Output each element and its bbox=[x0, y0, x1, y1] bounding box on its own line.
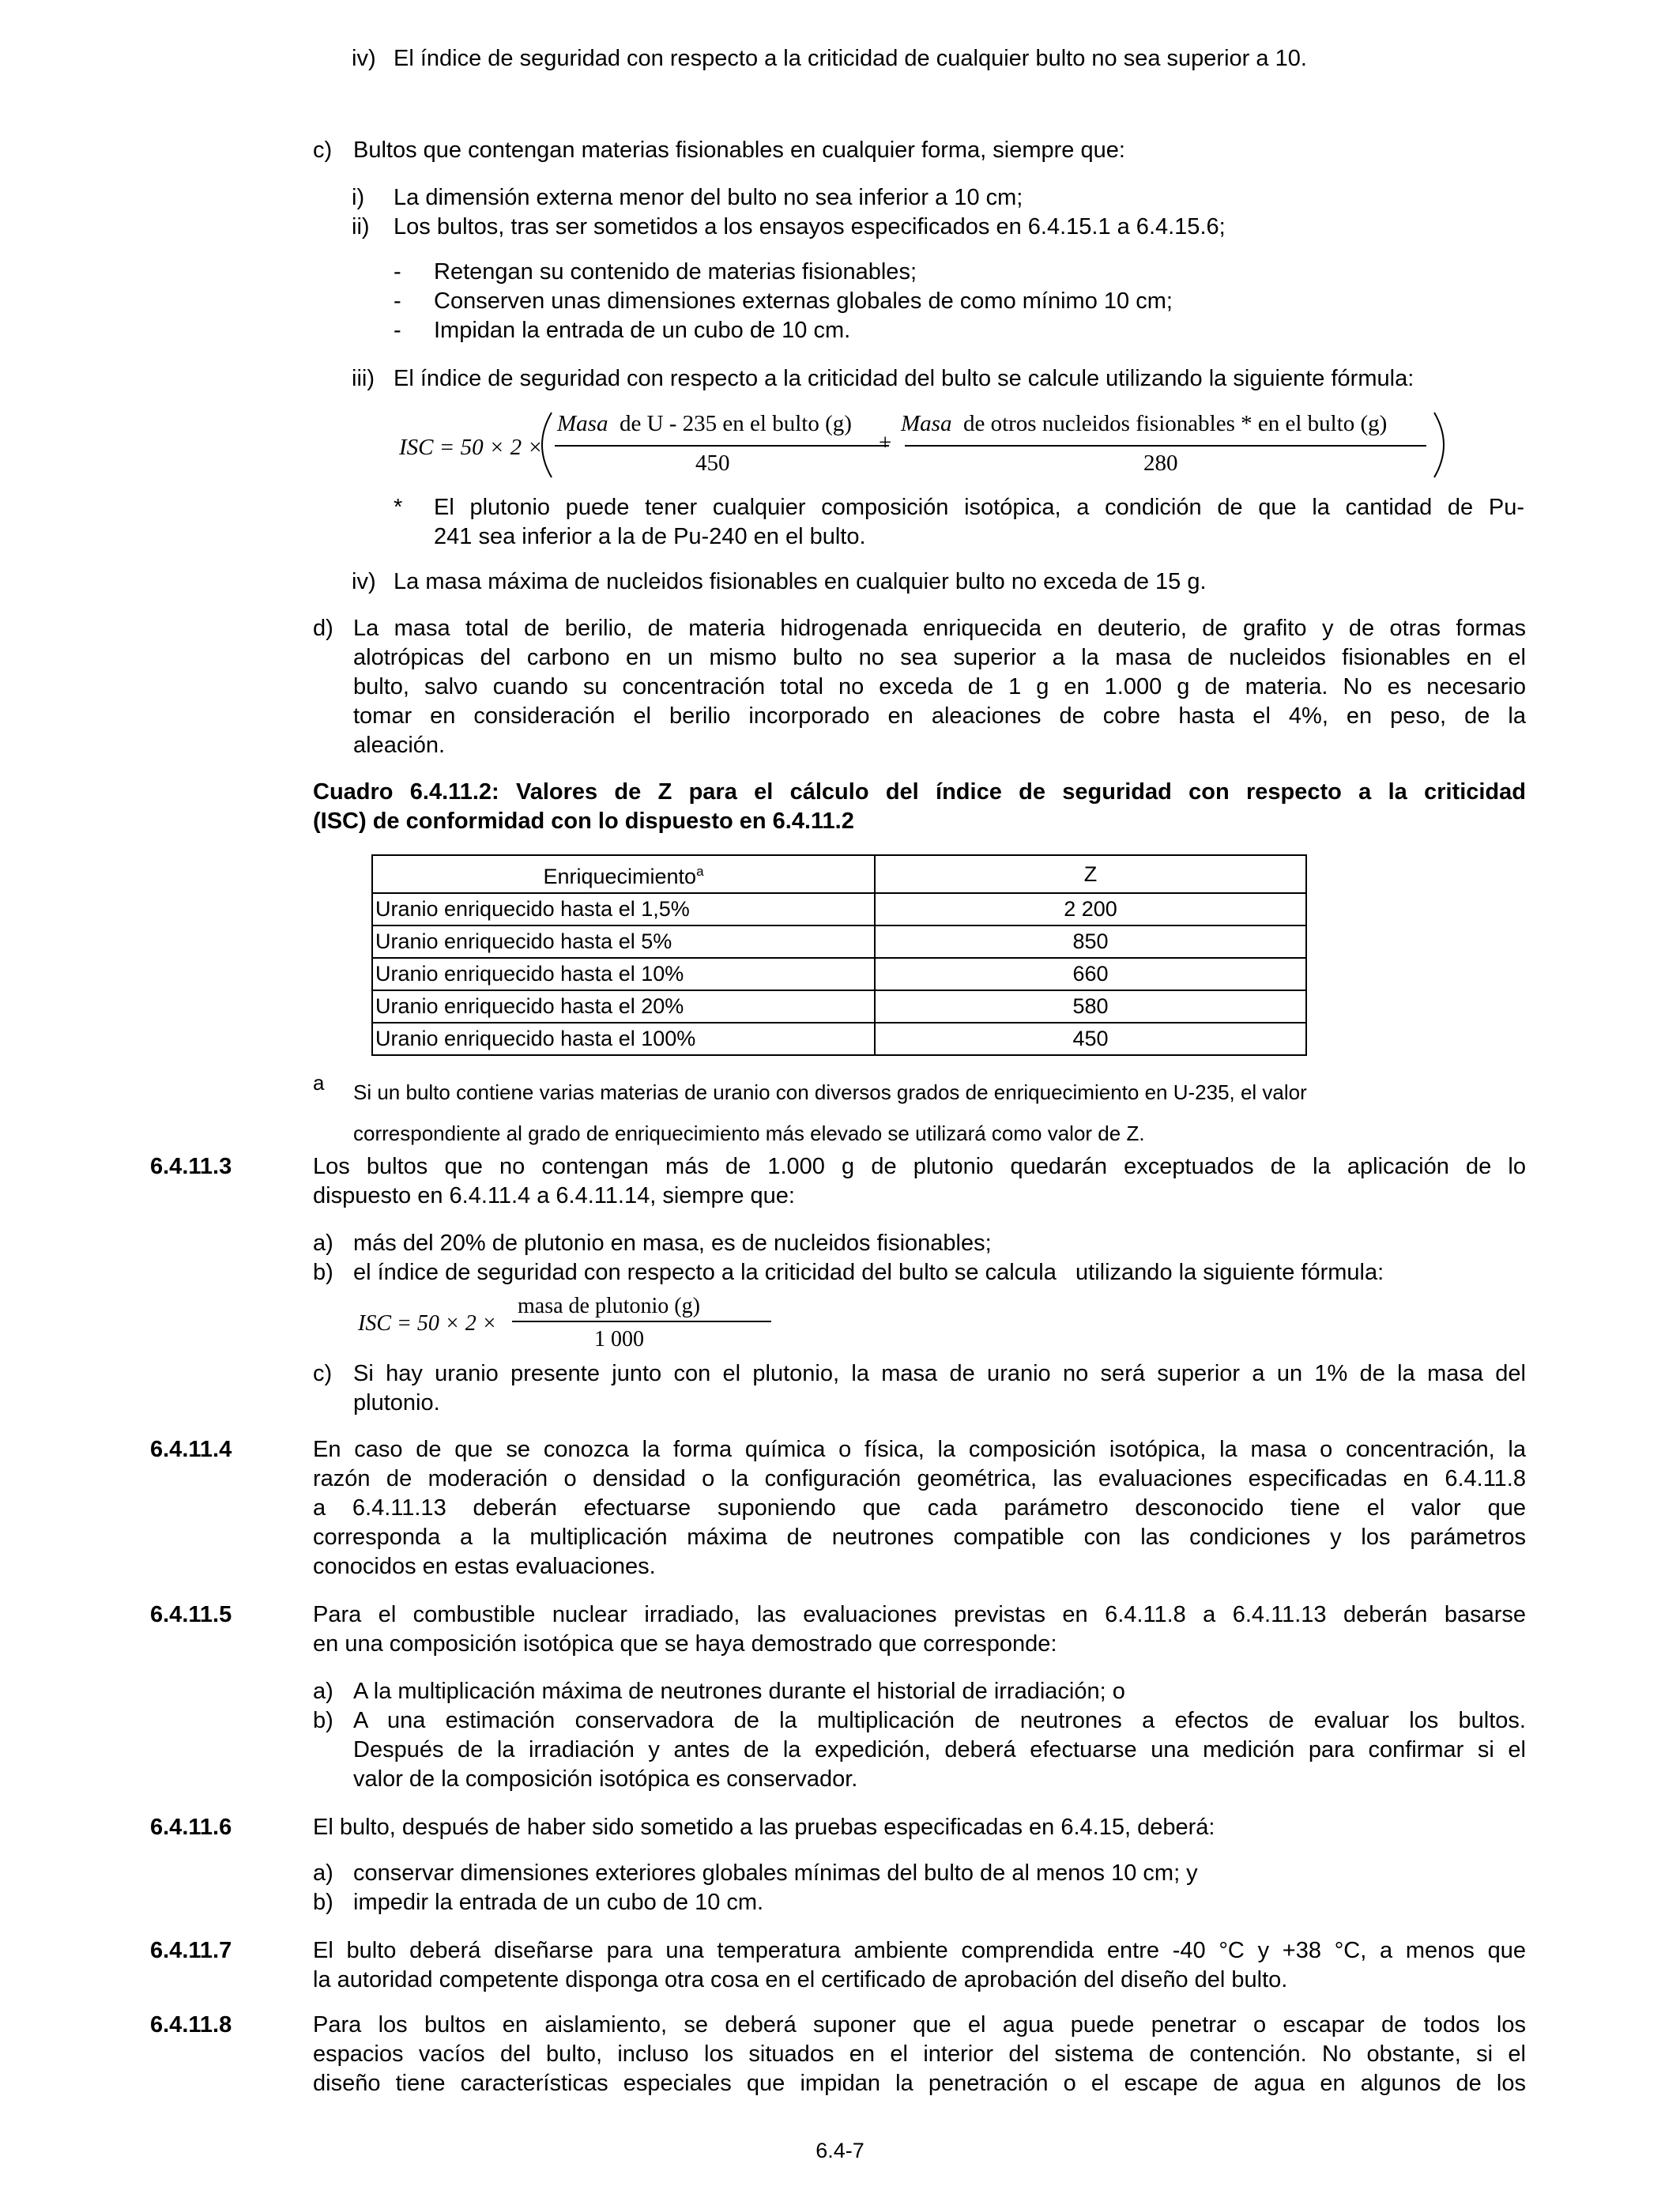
page-number: 6.4-7 bbox=[816, 2139, 864, 2162]
item-text: Si hay uranio presente junto con el plutonio, la masa de uranio no será superior a un 1% de la masa del plutonio. bbox=[353, 1361, 1526, 1416]
cell-z: 850 bbox=[875, 925, 1306, 958]
section-number: 6.4.11.4 bbox=[150, 1437, 232, 1462]
table-footnote-marker: a bbox=[313, 1071, 325, 1095]
table-row bbox=[372, 958, 1306, 990]
section-number: 6.4.11.5 bbox=[150, 1602, 232, 1627]
section-text: Para el combustible nuclear irradiado, las evaluaciones previstas en 6.4.11.8 a 6.4.11.13 deberán basarse en una composición isotópica que se haya demostrado que corresponde: bbox=[313, 1602, 1526, 1657]
table-header-row bbox=[372, 855, 1306, 893]
subitem-label: iv) bbox=[352, 569, 376, 594]
section-number: 6.4.11.7 bbox=[150, 1938, 232, 1963]
table-caption: Cuadro 6.4.11.2: Valores de Z para el cálculo del índice de seguridad con respecto a la criticidad (ISC) de conformidad con lo dispuesto en 6.4.11.2 bbox=[313, 779, 1526, 834]
formula-lhs: ISC = 50 × 2 × bbox=[399, 435, 543, 460]
cell-enrichment: Uranio enriquecido hasta el 10% bbox=[372, 958, 875, 990]
subitem-label: i) bbox=[352, 185, 365, 210]
formula-numerator-1: Masa de U - 235 en el bulto (g) bbox=[557, 411, 852, 436]
table-row bbox=[372, 893, 1306, 925]
cell-z: 660 bbox=[875, 958, 1306, 990]
plutonium-note: El plutonio puede tener cualquier composición isotópica, a condición de que la cantidad de Pu- 241 sea inferior a la de Pu-240 en el bulto. bbox=[434, 495, 1524, 549]
table-row bbox=[372, 925, 1306, 958]
item-label: a) bbox=[313, 1860, 333, 1886]
item-d-paragraph: La masa total de berilio, de materia hidrogenada enriquecida en deuterio, de grafito y de otras formas alotrópicas del carbono en un mismo bulto no sea superior a la masa de nucleidos fisionables en el bulto, salvo cuando su concentración total no exceda de 1 g en 1.000 g de materia. No es necesario tomar en consideración el berilio incorporado en aleaciones de cobre hasta el 4%, en peso, de la aleación. bbox=[353, 616, 1526, 758]
section-number: 6.4.11.8 bbox=[150, 2012, 232, 2038]
subitem-text: La dimensión externa menor del bulto no sea inferior a 10 cm; bbox=[394, 185, 1023, 210]
cell-enrichment: Uranio enriquecido hasta el 5% bbox=[372, 925, 875, 958]
z-values-table bbox=[371, 854, 1307, 1056]
dash-bullet: - bbox=[394, 318, 401, 343]
isc-formula-1 bbox=[395, 409, 1454, 481]
formula-plus: + bbox=[879, 430, 892, 455]
section-number: 6.4.11.3 bbox=[150, 1154, 232, 1179]
item-label: c) bbox=[313, 138, 333, 163]
section-text: El bulto deberá diseñarse para una temperatura ambiente comprendida entre -40 °C y +38 °C, a menos que la autoridad competente disponga otra cosa en el certificado de aprobación del diseño del bulto. bbox=[313, 1938, 1526, 1992]
formula-numerator: masa de plutonio (g) bbox=[518, 1294, 700, 1318]
item-text: El índice de seguridad con respecto a la criticidad de cualquier bulto no sea superior a 10. bbox=[394, 46, 1307, 71]
item-text: A la multiplicación máxima de neutrones durante el historial de irradiación; o bbox=[353, 1679, 1125, 1704]
item-text: más del 20% de plutonio en masa, es de nucleidos fisionables; bbox=[353, 1231, 992, 1256]
subitem-label: ii) bbox=[352, 214, 370, 239]
item-label: c) bbox=[313, 1361, 333, 1386]
item-text: impedir la entrada de un cubo de 10 cm. bbox=[353, 1890, 764, 1915]
item-label: iv) bbox=[352, 46, 376, 71]
footnote-star: * bbox=[394, 495, 403, 520]
column-header-z: Z bbox=[875, 855, 1306, 893]
item-label: b) bbox=[313, 1260, 333, 1285]
item-text: Bultos que contengan materias fisionables en cualquier forma, siempre que: bbox=[353, 138, 1125, 163]
column-header-enrichment: Enriquecimiento$^a$ bbox=[372, 855, 875, 893]
formula-denominator: 1 000 bbox=[594, 1327, 644, 1351]
subitem-text: El índice de seguridad con respecto a la criticidad del bulto se calcule utilizando la siguiente fórmula: bbox=[394, 366, 1414, 391]
cell-z: 450 bbox=[875, 1023, 1306, 1055]
subitem-text: Los bultos, tras ser sometidos a los ensayos especificados en 6.4.15.1 a 6.4.15.6; bbox=[394, 214, 1226, 239]
item-text: A una estimación conservadora de la multiplicación de neutrones a efectos de evaluar los bultos. Después de la irradiación y antes de la expedición, deberá efectuarse una medición para confirmar si el valor de la composición isotópica es conservador. bbox=[353, 1708, 1526, 1792]
formula-denominator-1: 450 bbox=[695, 450, 730, 476]
item-text: el índice de seguridad con respecto a la criticidad del bulto se calcula utilizando la siguiente fórmula: bbox=[353, 1260, 1384, 1285]
dash-text: Conserven unas dimensiones externas globales de como mínimo 10 cm; bbox=[434, 288, 1173, 314]
item-text: conservar dimensiones exteriores globales mínimas del bulto de al menos 10 cm; y bbox=[353, 1860, 1198, 1886]
section-text: Los bultos que no contengan más de 1.000 g de plutonio quedarán exceptuados de la aplicación de lo dispuesto en 6.4.11.4 a 6.4.11.14, siempre que: bbox=[313, 1154, 1526, 1208]
cell-z: 2 200 bbox=[875, 893, 1306, 925]
cell-z: 580 bbox=[875, 990, 1306, 1023]
section-text: Para los bultos en aislamiento, se deberá suponer que el agua puede penetrar o escapar de todos los espacios vacíos del bulto, incluso los situados en el interior del sistema de contención. No obstante, si el diseño tiene características especiales que impidan la penetración o el escape de agua en algunos de los bbox=[313, 2012, 1526, 2096]
item-label: d) bbox=[313, 616, 333, 641]
cell-enrichment: Uranio enriquecido hasta el 100% bbox=[372, 1023, 875, 1055]
formula-lhs: ISC = 50 × 2 × bbox=[358, 1311, 497, 1336]
subitem-text: La masa máxima de nucleidos fisionables en cualquier bulto no exceda de 15 g. bbox=[394, 569, 1207, 594]
isc-formula-2 bbox=[356, 1290, 767, 1353]
subitem-label: iii) bbox=[352, 366, 375, 391]
dash-bullet: - bbox=[394, 259, 401, 285]
item-label: b) bbox=[313, 1890, 333, 1915]
section-text: En caso de que se conozca la forma química o física, la composición isotópica, la masa o concentración, la razón de moderación o densidad o la configuración geométrica, las evaluaciones especificadas en 6.4.11.8 a 6.4.11.13 deberán efectuarse suponiendo que cada parámetro desconocido tiene el valor que corresponda a la multiplicación máxima de neutrones compatible con las condiciones y los parámetros conocidos en estas evaluaciones. bbox=[313, 1437, 1526, 1579]
item-label: b) bbox=[313, 1708, 333, 1733]
dash-bullet: - bbox=[394, 288, 401, 314]
formula-denominator-2: 280 bbox=[1143, 450, 1178, 476]
table-row bbox=[372, 1023, 1306, 1055]
cell-enrichment: Uranio enriquecido hasta el 20% bbox=[372, 990, 875, 1023]
item-label: a) bbox=[313, 1231, 333, 1256]
cell-enrichment: Uranio enriquecido hasta el 1,5% bbox=[372, 893, 875, 925]
table-row bbox=[372, 990, 1306, 1023]
section-text: El bulto, después de haber sido sometido a las pruebas especificadas en 6.4.15, deberá: bbox=[313, 1815, 1215, 1840]
dash-text: Retengan su contenido de materias fisionables; bbox=[434, 259, 917, 285]
item-label: a) bbox=[313, 1679, 333, 1704]
table-footnote: Si un bulto contiene varias materias de uranio con diversos grados de enriquecimiento en U-235, el valor correspondiente al grado de enriquecimiento más elevado se utilizará como valor de Z. bbox=[353, 1080, 1307, 1145]
section-number: 6.4.11.6 bbox=[150, 1815, 232, 1840]
formula-numerator-2: Masa de otros nucleidos fisionables * en el bulto (g) bbox=[901, 411, 1388, 436]
dash-text: Impidan la entrada de un cubo de 10 cm. bbox=[434, 318, 851, 343]
